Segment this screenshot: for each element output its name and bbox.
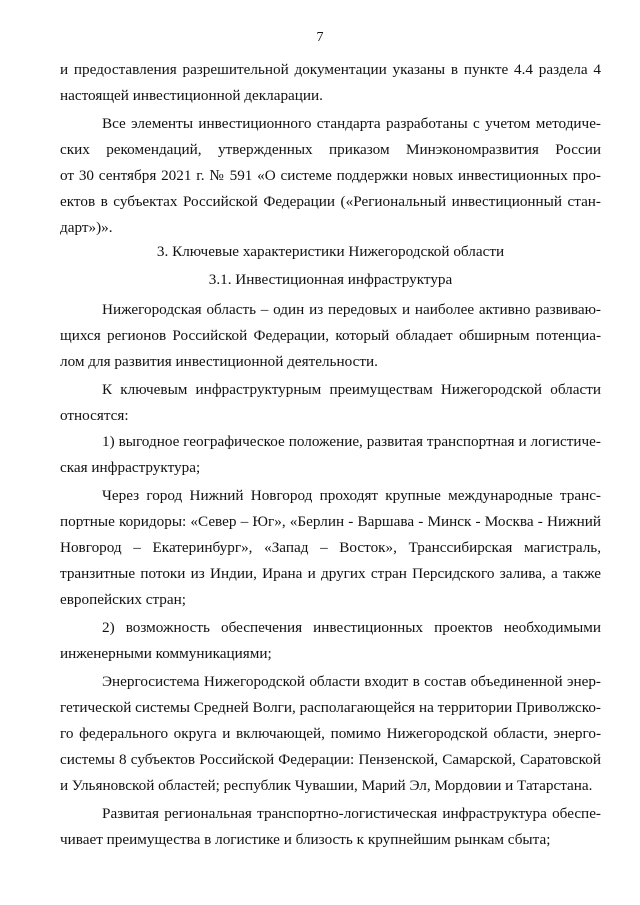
line-text: Нижегородская область – один из передовых и наиболее активно развиваю- <box>102 301 601 318</box>
text-line <box>60 218 601 238</box>
text-line <box>60 644 601 664</box>
line-text: щихся регионов Российской Федерации, который обладает обширным потенциа- <box>60 327 601 344</box>
text-line <box>60 60 601 80</box>
line-text: К ключевым инфраструктурным преимуществам Нижегородской области <box>102 381 601 398</box>
line-text: Через город Нижний Новгород проходят крупные международные транс- <box>102 487 601 504</box>
line-text: настоящей инвестиционной декларации. <box>60 87 323 104</box>
text-line <box>60 458 601 478</box>
line-text: 2) возможность обеспечения инвестиционных проектов необходимыми <box>102 619 601 636</box>
text-line <box>60 166 601 186</box>
text-line <box>60 590 601 610</box>
line-text: Энергосистема Нижегородской области входит в состав объединенной энер- <box>102 673 601 690</box>
line-text: Все элементы инвестиционного стандарта разработаны с учетом методиче- <box>102 115 601 132</box>
line-text: го федерального округа и включающей, помимо Нижегородской области, энерго- <box>60 725 601 742</box>
line-text: 1) выгодное географическое положение, развитая транспортная и логистиче- <box>102 433 601 450</box>
line-text: Развитая региональная транспортно-логистическая инфраструктура обеспе- <box>102 805 601 822</box>
text-line <box>60 86 601 106</box>
text-line <box>60 270 601 290</box>
text-line <box>102 672 601 692</box>
text-line <box>102 804 601 824</box>
text-line <box>60 192 601 212</box>
text-line <box>102 300 601 320</box>
text-line <box>60 750 601 770</box>
line-text: чивает преимущества в логистике и близость к крупнейшим рынкам сбыта; <box>60 831 551 848</box>
line-text: от 30 сентября 2021 г. № 591 «О системе поддержки новых инвестиционных про- <box>60 167 601 184</box>
text-line <box>60 538 601 558</box>
text-line <box>102 618 601 638</box>
line-text: транзитные потоки из Индии, Ирана и других стран Персидского залива, а также <box>60 565 601 582</box>
text-line <box>60 564 601 584</box>
text-line <box>60 406 601 426</box>
line-text: Новгород – Екатеринбург», «Запад – Восток», Транссибирская магистраль, <box>60 539 601 556</box>
line-text: ских рекомендаций, утвержденных приказом Минэкономразвития России <box>60 141 601 158</box>
line-text: ектов в субъектах Российской Федерации («Региональный инвестиционный стан- <box>60 193 601 210</box>
text-line <box>60 242 601 262</box>
text-line <box>60 512 601 532</box>
page-number: 7 <box>316 30 324 45</box>
text-line <box>102 432 601 452</box>
text-line <box>102 486 601 506</box>
text-line <box>60 326 601 346</box>
text-line <box>60 698 601 718</box>
line-text: портные коридоры: «Север – Юг», «Берлин - Варшава - Минск - Москва - Нижний <box>60 513 601 530</box>
line-text: ская инфраструктура; <box>60 459 201 476</box>
line-text: относятся: <box>60 407 129 424</box>
text-line <box>60 352 601 372</box>
text-line <box>102 380 601 400</box>
line-text: гетической системы Средней Волги, располагающейся на территории Приволжско- <box>60 699 601 716</box>
text-line <box>60 724 601 744</box>
heading-line: 3.1. Инвестиционная инфраструктура <box>208 271 453 288</box>
line-text: инженерными коммуникациями; <box>60 645 272 662</box>
line-text: европейских стран; <box>60 591 186 608</box>
text-line <box>60 776 601 796</box>
line-text: дарт»)». <box>60 219 113 236</box>
line-text: лом для развития инвестиционной деятельности. <box>60 353 378 370</box>
line-text: системы 8 субъектов Российской Федерации: Пензенской, Самарской, Саратовской <box>60 751 601 768</box>
line-text: и предоставления разрешительной документации указаны в пункте 4.4 раздела 4 <box>60 61 601 78</box>
line-text: и Ульяновской областей; республик Чувашии, Марий Эл, Мордовии и Татарстана. <box>60 777 593 794</box>
text-line <box>60 140 601 160</box>
text-line <box>102 114 601 134</box>
text-line <box>60 830 601 850</box>
heading-line: 3. Ключевые характеристики Нижегородской области <box>156 243 505 260</box>
